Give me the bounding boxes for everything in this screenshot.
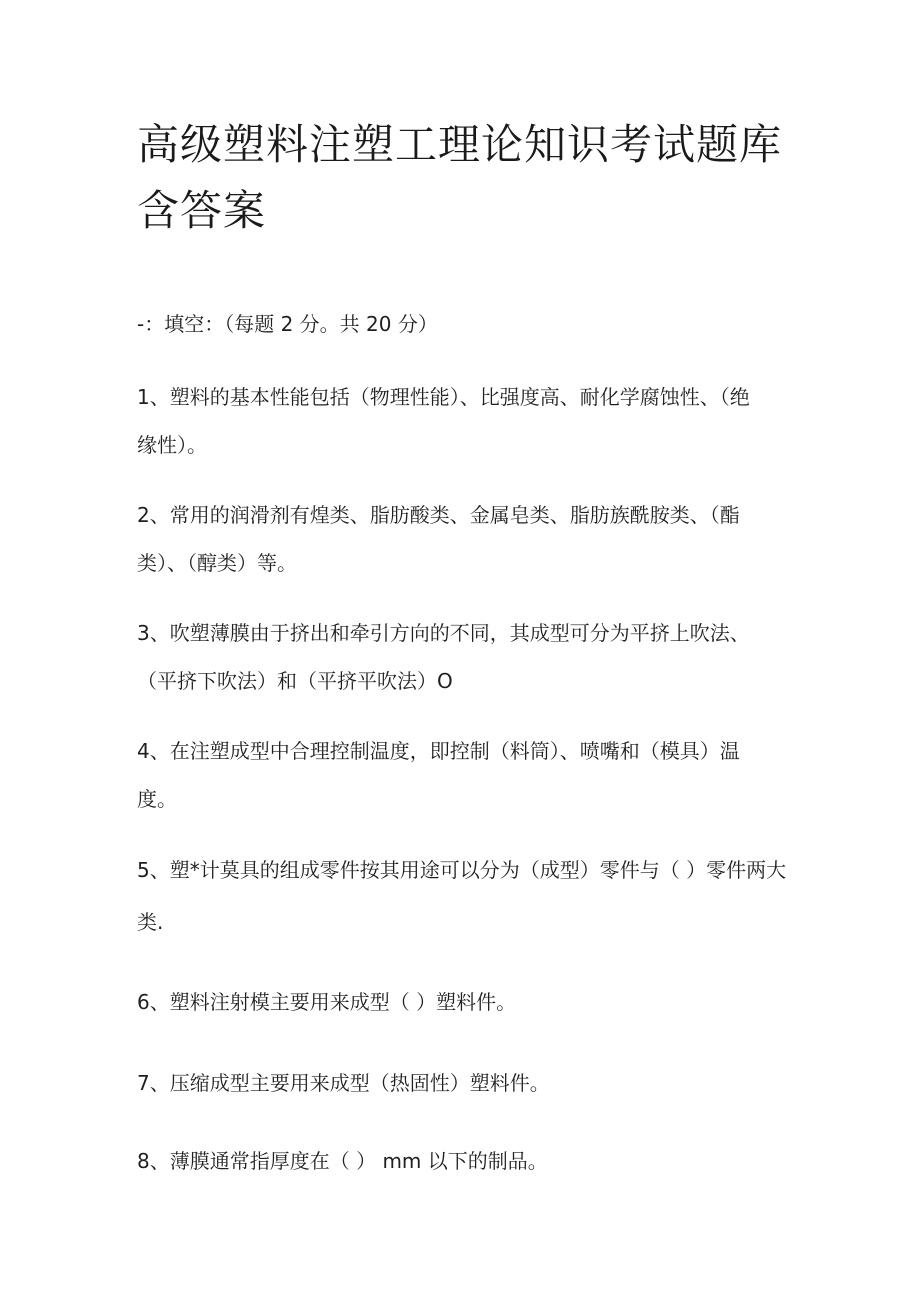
question-5-line-2: 类. [137, 910, 164, 934]
question-2-line-2: 类）、（醇类）等。 [137, 551, 297, 575]
question-5-line-1: 5、塑*计莫具的组成零件按其用途可以分为（成型）零件与（ ）零件两大 [137, 858, 787, 882]
question-4-line-1: 4、在注塑成型中合理控制温度，即控制（料筒）、喷嘴和（模具）温 [137, 739, 740, 763]
document-title [137, 112, 797, 244]
question-3-line-2: （平挤下吹法）和（平挤平吹法）O [137, 669, 453, 693]
question-3-line-1: 3、吹塑薄膜由于挤出和牵引方向的不同，其成型可分为平挤上吹法、 [137, 621, 750, 645]
title-line-1: 高级塑料注塑工理论知识考试题库 [137, 120, 783, 169]
question-7-line-1: 7、压缩成型主要用来成型（热固性）塑料件。 [137, 1071, 550, 1095]
section-heading: -：填空：（每题 2 分。共 20 分） [137, 312, 438, 336]
question-8-line-1: 8、薄膜通常指厚度在（ ） mm 以下的制品。 [137, 1149, 548, 1173]
question-2-line-1: 2、常用的润滑剂有煌类、脂肪酸类、金属皂类、脂肪族酰胺类、（酯 [137, 503, 740, 527]
question-6-line-1: 6、塑料注射模主要用来成型（ ）塑料件。 [137, 990, 517, 1014]
title-line-2: 含答案 [137, 186, 267, 235]
question-4-line-2: 度。 [137, 787, 177, 811]
question-1-line-1: 1、塑料的基本性能包括（物理性能）、比强度高、耐化学腐蚀性、（绝 [137, 385, 750, 409]
question-1-line-2: 缘性）。 [137, 433, 207, 457]
